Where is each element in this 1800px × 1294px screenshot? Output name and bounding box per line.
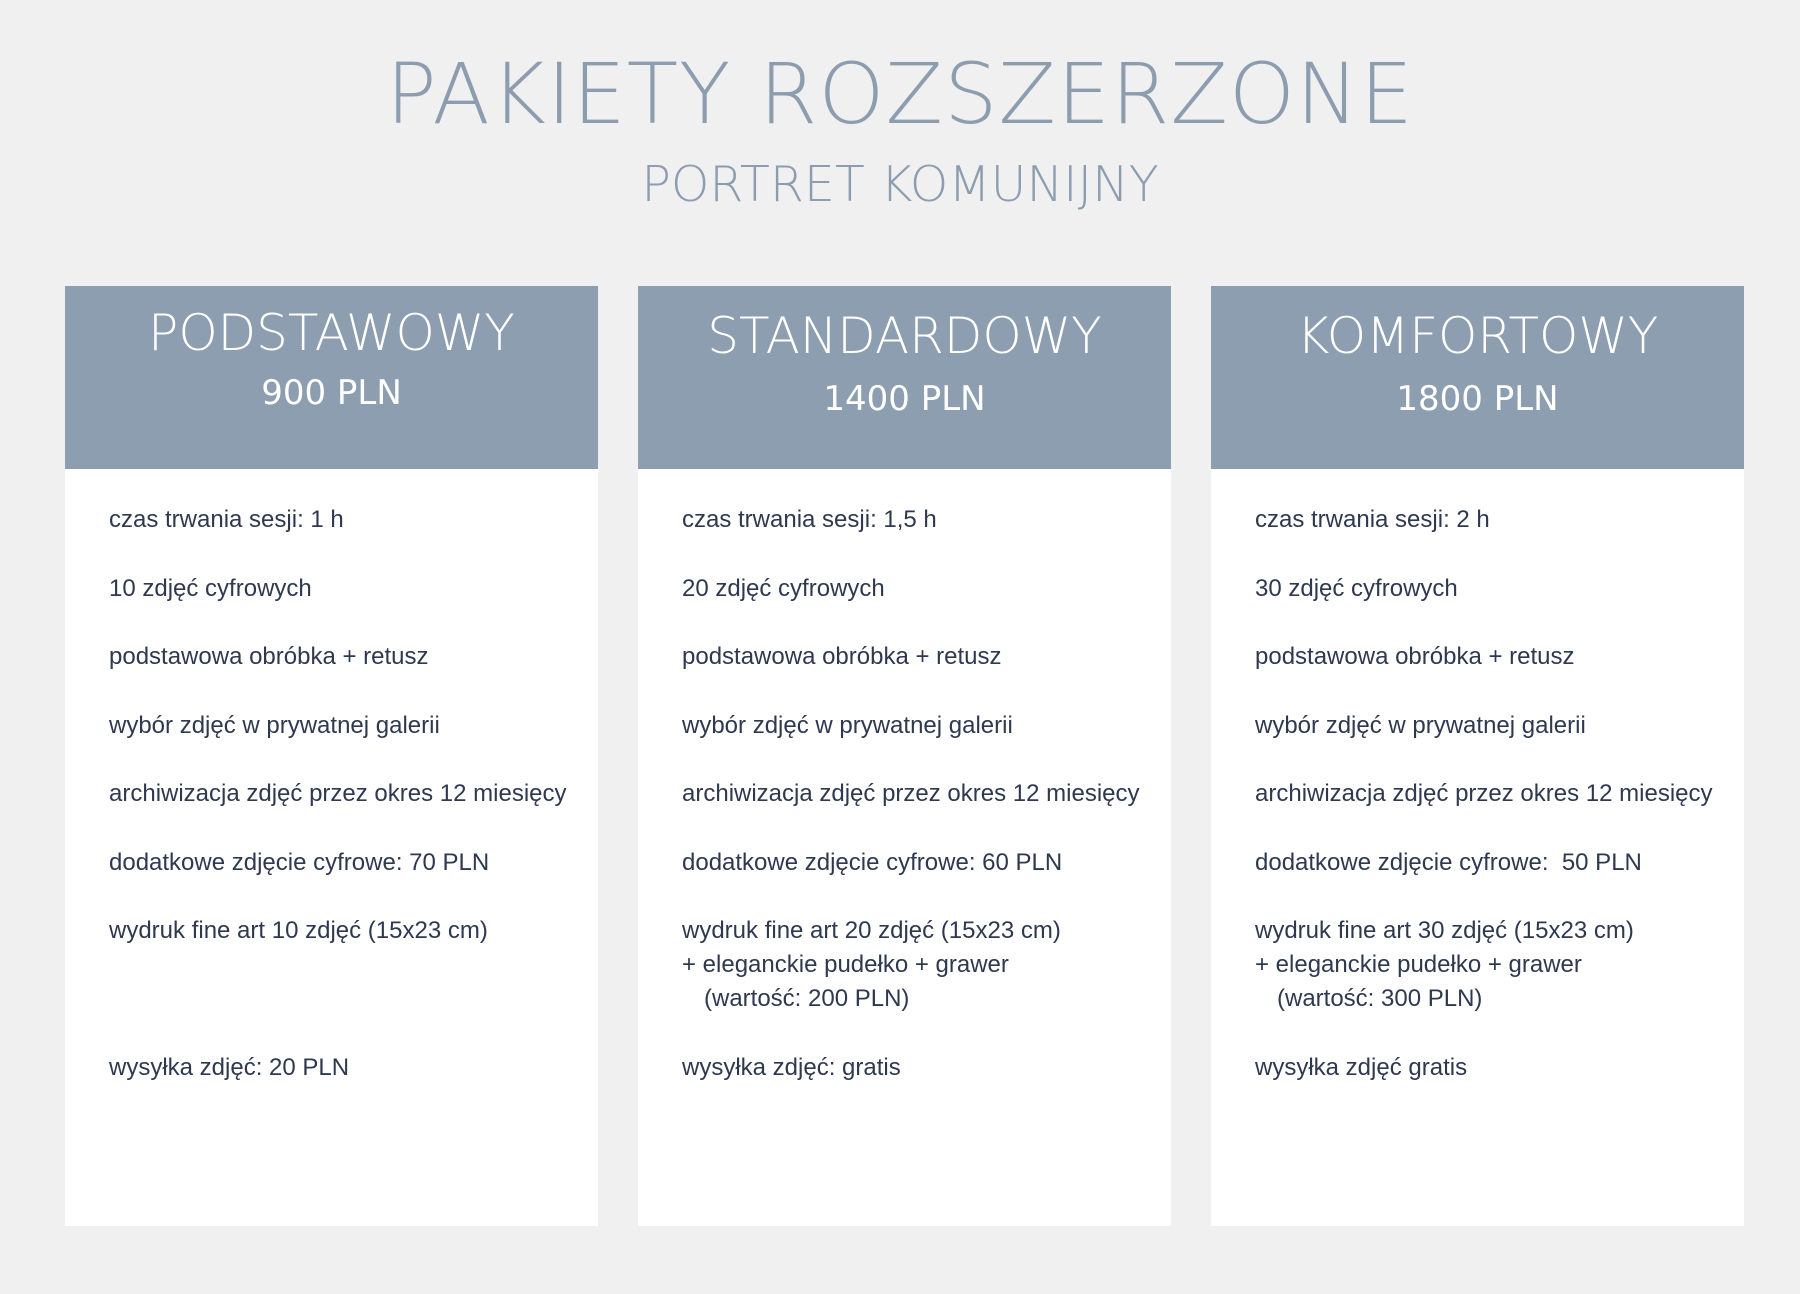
feature-private-gallery: wybór zdjęć w prywatnej galerii bbox=[1255, 712, 1586, 739]
feature-extra-photo-price: dodatkowe zdjęcie cyfrowe: 60 PLN bbox=[682, 849, 1063, 876]
feature-fine-art-print bbox=[109, 914, 488, 948]
package-card-komfortowy bbox=[1211, 286, 1744, 1226]
package-price: 1400 PLN bbox=[823, 379, 986, 419]
feature-extra-photo-price: dodatkowe zdjęcie cyfrowe: 50 PLN bbox=[1255, 849, 1642, 876]
package-card-podstawowy bbox=[65, 286, 598, 1226]
feature-extra-photo-price: dodatkowe zdjęcie cyfrowe: 70 PLN bbox=[109, 849, 490, 876]
package-header bbox=[638, 286, 1171, 469]
feature-fine-art-print-text: wydruk fine art 30 zdjęć (15x23 cm) bbox=[1255, 917, 1634, 944]
feature-shipping: wysyłka zdjęć: 20 PLN bbox=[109, 1054, 350, 1081]
feature-session-duration: czas trwania sesji: 2 h bbox=[1255, 506, 1490, 533]
feature-shipping: wysyłka zdjęć: gratis bbox=[682, 1054, 901, 1081]
feature-archiving: archiwizacja zdjęć przez okres 12 miesięcy bbox=[109, 780, 567, 807]
feature-fine-art-print-text: wydruk fine art 20 zdjęć (15x23 cm) bbox=[682, 917, 1061, 944]
page-title: PAKIETY ROZSZERZONE bbox=[386, 45, 1414, 143]
page-subtitle: PORTRET KOMUNIJNY bbox=[641, 156, 1159, 213]
package-name: PODSTAWOWY bbox=[148, 304, 515, 362]
feature-fine-art-print bbox=[682, 914, 1061, 1016]
feature-editing: podstawowa obróbka + retusz bbox=[109, 643, 429, 670]
feature-print-value: (wartość: 300 PLN) bbox=[1277, 985, 1483, 1012]
package-name: KOMFORTOWY bbox=[1296, 307, 1659, 365]
package-card-standardowy bbox=[638, 286, 1171, 1226]
package-header bbox=[1211, 286, 1744, 469]
feature-print-value: (wartość: 200 PLN) bbox=[704, 985, 910, 1012]
package-price: 900 PLN bbox=[261, 373, 402, 413]
package-price: 1800 PLN bbox=[1396, 379, 1559, 419]
feature-digital-photos: 20 zdjęć cyfrowych bbox=[682, 575, 885, 602]
feature-fine-art-print bbox=[1255, 914, 1634, 1016]
feature-private-gallery: wybór zdjęć w prywatnej galerii bbox=[682, 712, 1013, 739]
feature-print-box-engraving: + eleganckie pudełko + grawer bbox=[1255, 951, 1582, 978]
feature-editing: podstawowa obróbka + retusz bbox=[1255, 643, 1575, 670]
feature-fine-art-print-text: wydruk fine art 10 zdjęć (15x23 cm) bbox=[109, 917, 488, 944]
feature-session-duration: czas trwania sesji: 1,5 h bbox=[682, 506, 937, 533]
feature-digital-photos: 10 zdjęć cyfrowych bbox=[109, 575, 312, 602]
package-name: STANDARDOWY bbox=[707, 307, 1102, 365]
feature-session-duration: czas trwania sesji: 1 h bbox=[109, 506, 344, 533]
feature-private-gallery: wybór zdjęć w prywatnej galerii bbox=[109, 712, 440, 739]
feature-archiving: archiwizacja zdjęć przez okres 12 miesięcy bbox=[1255, 780, 1713, 807]
feature-print-box-engraving: + eleganckie pudełko + grawer bbox=[682, 951, 1009, 978]
package-header bbox=[65, 286, 598, 469]
feature-editing: podstawowa obróbka + retusz bbox=[682, 643, 1002, 670]
feature-digital-photos: 30 zdjęć cyfrowych bbox=[1255, 575, 1458, 602]
feature-shipping: wysyłka zdjęć gratis bbox=[1255, 1054, 1468, 1081]
feature-archiving: archiwizacja zdjęć przez okres 12 miesięcy bbox=[682, 780, 1140, 807]
